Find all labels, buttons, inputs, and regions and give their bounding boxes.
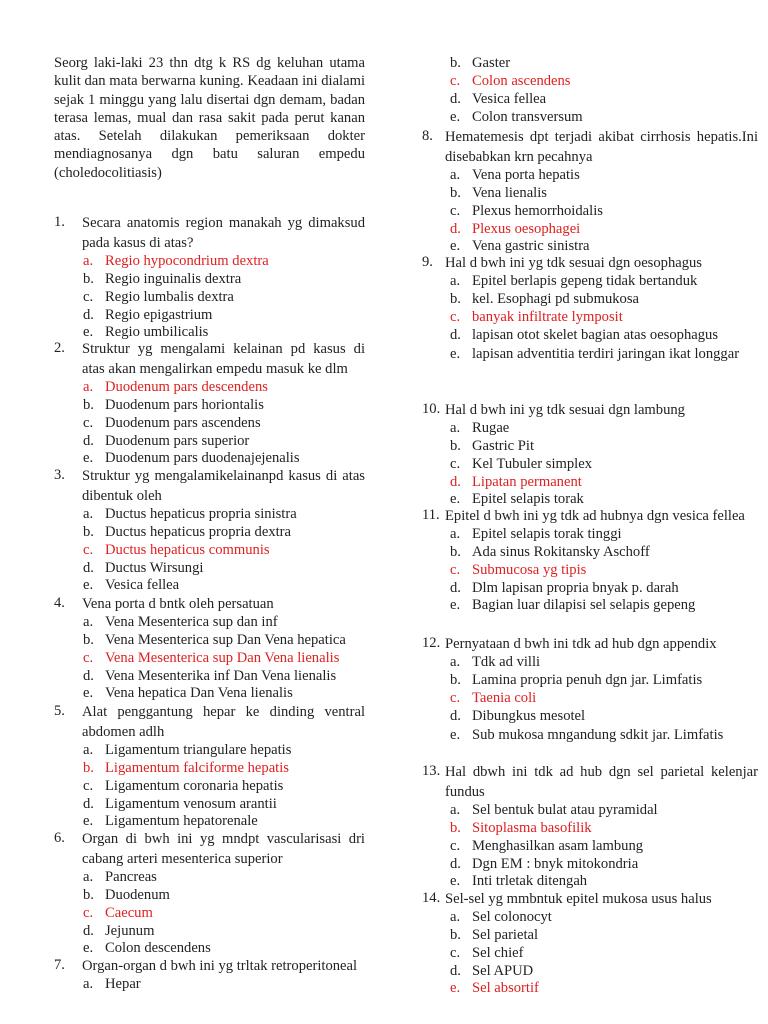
question-text: Epitel d bwh ini yg tdk ad hubnya dgn vesica fellea — [445, 508, 745, 524]
option-d — [422, 474, 758, 492]
option-text: Gaster — [472, 55, 511, 71]
question-text: Hematemesis dpt terjadi akibat cirrhosis hepatis.Ini disebabkan krn pecahnya — [445, 129, 758, 165]
option-e — [422, 725, 758, 745]
question-number: 14. — [422, 890, 441, 906]
question-text: Hal d bwh ini yg tdk sesuai dgn lambung — [445, 402, 685, 418]
option-text: Taenia coli — [472, 689, 537, 706]
option-list — [422, 420, 758, 509]
option-letter: e. — [450, 980, 461, 997]
option-b — [422, 820, 758, 838]
option-letter: d. — [450, 707, 461, 724]
option-text: Epitel berlapis gepeng tidak bertanduk — [472, 273, 698, 289]
option-text: Epitel selapis torak tinggi — [472, 526, 622, 542]
question-stem — [422, 889, 758, 909]
option-a — [422, 526, 758, 544]
question-text: Organ-organ d bwh ini yg trltak retroperitoneal — [82, 958, 358, 974]
option-list — [54, 976, 365, 994]
question-stem — [54, 956, 365, 976]
option-letter: a. — [450, 167, 461, 183]
option-letter: a. — [83, 742, 94, 758]
option-list — [422, 167, 758, 256]
option-letter: c. — [83, 904, 94, 921]
option-list — [422, 654, 758, 745]
option-text: Vena gastric sinistra — [472, 238, 590, 255]
option-letter: c. — [450, 689, 461, 706]
option-letter: b. — [450, 819, 461, 836]
option-text: Ligamentum venosum arantii — [105, 795, 277, 812]
option-text: Rugae — [472, 420, 510, 436]
option-d — [54, 307, 365, 325]
question-stem — [54, 213, 365, 253]
question-stem — [54, 339, 365, 379]
option-letter: c. — [450, 308, 461, 325]
question-2 — [54, 339, 365, 468]
option-b — [422, 544, 758, 562]
option-text: Menghasilkan asam lambung — [472, 837, 644, 854]
question-text: Sel-sel yg mmbntuk epitel mukosa usus halus — [445, 891, 712, 907]
option-list — [54, 379, 365, 468]
option-letter: e. — [83, 940, 94, 957]
question-number: 2. — [54, 340, 65, 356]
option-letter: d. — [83, 559, 94, 576]
option-list — [422, 802, 758, 891]
question-3 — [54, 466, 365, 595]
option-b — [54, 887, 365, 905]
option-letter: b. — [450, 926, 461, 943]
option-c — [422, 309, 758, 327]
option-letter: e. — [450, 108, 461, 125]
option-text: Vena hepatica Dan Vena lienalis — [105, 685, 293, 702]
option-c — [422, 203, 758, 221]
question-text: Struktur yg mengalamikelainanpd kasus di atas dibentuk oleh — [82, 468, 365, 504]
question-number: 6. — [54, 830, 65, 846]
question-6 — [54, 829, 365, 958]
option-text: Sel absortif — [472, 980, 539, 997]
question-number: 12. — [422, 635, 441, 651]
option-d — [422, 327, 758, 345]
option-d — [54, 560, 365, 578]
option-c — [422, 73, 758, 91]
option-text: Dlm lapisan propria bnyak p. darah — [472, 579, 679, 596]
option-text: Ductus hepaticus propria dextra — [105, 523, 292, 540]
option-letter: a. — [83, 869, 94, 885]
option-text: Ligamentum hepatorenale — [105, 813, 258, 830]
option-letter: a. — [450, 526, 461, 542]
option-a — [54, 506, 365, 524]
question-1 — [54, 213, 365, 342]
option-b — [422, 672, 758, 690]
option-letter: b. — [83, 396, 94, 413]
option-letter: c. — [83, 541, 94, 558]
option-list — [422, 55, 758, 126]
option-c — [422, 456, 758, 474]
option-list — [422, 526, 758, 615]
option-letter: a. — [450, 802, 461, 818]
option-text: Bagian luar dilapisi sel selapis gepeng — [472, 597, 696, 614]
question-stem — [422, 400, 758, 420]
option-letter: d. — [83, 922, 94, 939]
option-letter: e. — [83, 813, 94, 830]
option-letter: e. — [450, 873, 461, 890]
question-14 — [422, 889, 758, 998]
option-text: Kel Tubuler simplex — [472, 455, 592, 472]
option-letter: b. — [450, 437, 461, 454]
option-e — [422, 597, 758, 615]
option-text: Caecum — [105, 904, 153, 921]
option-b — [54, 632, 365, 650]
option-a — [422, 654, 758, 672]
question-stem — [422, 634, 758, 654]
question-11 — [422, 506, 758, 615]
option-letter: d. — [83, 667, 94, 684]
option-letter: d. — [450, 962, 461, 979]
option-text: Sel colonocyt — [472, 909, 552, 925]
option-text: Regio lumbalis dextra — [105, 288, 234, 305]
question-number: 8. — [422, 128, 433, 144]
question-text: Struktur yg mengalami kelainan pd kasus di atas akan mengalirkan empedu masuk ke dlm — [82, 341, 365, 377]
option-text: Colon descendens — [105, 940, 211, 957]
option-text: Ligamentum triangulare hepatis — [105, 742, 292, 758]
option-text: Regio umbilicalis — [105, 324, 209, 341]
option-a — [54, 253, 365, 271]
question-text: Secara anatomis region manakah yg dimaksud pada kasus di atas? — [82, 215, 365, 251]
question-text: Alat penggantung hepar ke dinding ventral abdomen adlh — [82, 704, 365, 740]
question-stem — [54, 594, 365, 614]
option-a — [54, 379, 365, 397]
option-c — [54, 905, 365, 923]
option-c — [422, 838, 758, 856]
option-text: Regio inguinalis dextra — [105, 270, 242, 287]
option-letter: c. — [450, 202, 461, 219]
option-text: Ligamentum falciforme hepatis — [105, 759, 289, 776]
question-8 — [422, 127, 758, 256]
option-letter: b. — [83, 759, 94, 776]
option-letter: a. — [83, 976, 94, 992]
option-a — [54, 976, 365, 994]
question-7 — [422, 55, 758, 126]
option-d — [422, 856, 758, 874]
option-list — [422, 909, 758, 998]
option-text: Jejunum — [105, 922, 155, 939]
option-b — [422, 55, 758, 73]
option-letter: d. — [450, 473, 461, 490]
option-text: Duodenum pars superior — [105, 432, 250, 449]
option-text: Duodenum pars horiontalis — [105, 396, 264, 413]
option-text: Vena Mesenterica sup Dan Vena lienalis — [105, 649, 340, 666]
option-text: Tdk ad villi — [472, 654, 541, 670]
option-letter: b. — [450, 55, 461, 71]
option-letter: e. — [83, 450, 94, 467]
option-text: Lipatan permanent — [472, 473, 582, 490]
option-c — [422, 945, 758, 963]
option-letter: d. — [450, 855, 461, 872]
question-4 — [54, 594, 365, 703]
option-text: Duodenum pars ascendens — [105, 414, 261, 431]
option-text: Regio hypocondrium dextra — [105, 253, 269, 269]
option-text: Vena Mesenterica sup Dan Vena hepatica — [105, 631, 346, 648]
option-text: Hepar — [105, 976, 141, 992]
option-text: Plexus hemorrhoidalis — [472, 202, 603, 219]
option-text: Duodenum — [105, 886, 170, 903]
option-text: lapisan otot skelet bagian atas oesophagus — [472, 326, 719, 343]
option-d — [422, 580, 758, 598]
option-b — [54, 524, 365, 542]
question-stem — [422, 762, 758, 802]
question-13 — [422, 762, 758, 891]
option-letter: e. — [83, 324, 94, 341]
option-c — [54, 650, 365, 668]
option-letter: a. — [83, 614, 94, 630]
option-letter: b. — [83, 631, 94, 648]
question-number: 10. — [422, 401, 441, 417]
option-text: Dgn EM : bnyk mitokondria — [472, 855, 639, 872]
option-letter: b. — [450, 184, 461, 201]
question-number: 4. — [54, 595, 65, 611]
option-list — [54, 506, 365, 595]
question-7 — [54, 956, 365, 994]
option-letter: d. — [83, 795, 94, 812]
option-letter: c. — [450, 944, 461, 961]
option-text: Duodenum pars descendens — [105, 379, 268, 395]
option-text: Vena Mesenterika inf Dan Vena lienalis — [105, 667, 337, 684]
question-number: 1. — [54, 214, 65, 230]
question-text: Organ di bwh ini yg mndpt vascularisasi dri cabang arteri mesenterica superior — [82, 831, 365, 867]
option-b — [422, 291, 758, 309]
question-stem — [54, 702, 365, 742]
option-letter: c. — [83, 777, 94, 794]
option-d — [422, 221, 758, 239]
option-text: Sel APUD — [472, 962, 534, 979]
question-number: 3. — [54, 467, 65, 483]
option-b — [422, 185, 758, 203]
option-list — [54, 253, 365, 342]
option-a — [422, 909, 758, 927]
question-number: 7. — [54, 957, 65, 973]
option-letter: c. — [83, 414, 94, 431]
option-b — [54, 271, 365, 289]
option-text: Dibungkus mesotel — [472, 707, 586, 724]
option-b — [54, 760, 365, 778]
option-b — [422, 438, 758, 456]
option-d — [54, 668, 365, 686]
question-9 — [422, 253, 758, 364]
option-letter: c. — [450, 455, 461, 472]
option-b — [54, 397, 365, 415]
option-text: Epitel selapis torak — [472, 491, 584, 508]
option-letter: a. — [450, 420, 461, 436]
option-a — [422, 273, 758, 291]
option-letter: b. — [450, 671, 461, 688]
option-list — [54, 742, 365, 831]
question-text: Vena porta d bntk oleh persatuan — [82, 596, 274, 612]
option-text: Inti trletak ditengah — [472, 873, 588, 890]
option-d — [422, 963, 758, 981]
option-letter: a. — [450, 273, 461, 289]
option-letter: b. — [450, 290, 461, 307]
option-text: Pancreas — [105, 869, 157, 885]
option-text: Regio epigastrium — [105, 306, 213, 323]
option-text: Vesica fellea — [105, 577, 180, 594]
option-list — [422, 273, 758, 364]
question-number: 5. — [54, 703, 65, 719]
question-stem — [422, 506, 758, 526]
option-letter: a. — [83, 379, 94, 395]
option-text: Colon ascendens — [472, 72, 571, 89]
option-text: Ductus Wirsungi — [105, 559, 204, 576]
option-e — [422, 344, 758, 364]
option-e — [422, 109, 758, 127]
question-stem — [54, 466, 365, 506]
option-text: Lamina propria penuh dgn jar. Limfatis — [472, 671, 703, 688]
option-letter: b. — [83, 270, 94, 287]
option-letter: e. — [83, 577, 94, 594]
question-stem — [54, 829, 365, 869]
option-text: Sitoplasma basofilik — [472, 819, 592, 836]
option-a — [54, 614, 365, 632]
question-text: Pernyataan d bwh ini tdk ad hub dgn appendix — [445, 636, 717, 652]
option-list — [54, 869, 365, 958]
option-letter: a. — [83, 506, 94, 522]
option-text: Sub mukosa mngandung sdkit jar. Limfatis — [472, 727, 724, 744]
option-letter: e. — [450, 238, 461, 255]
option-letter: c. — [450, 837, 461, 854]
option-d — [54, 433, 365, 451]
option-letter: a. — [83, 253, 94, 269]
case-intro: Seorg laki-laki 23 thn dtg k RS dg keluhan utama kulit dan mata berwarna kuning. Keadaan ini dialami sejak 1 minggu yang lalu disertai dgn demam, badan terasa lemas, mual dan rasa sakit pada perut kanan atas. Setelah dilakukan pemeriksaan dokter mendiagnosanya dgn batu saluran empedu (choledocolitiasis) — [54, 55, 365, 181]
option-text: Sel bentuk bulat atau pyramidal — [472, 802, 658, 818]
option-letter: b. — [83, 886, 94, 903]
option-c — [54, 289, 365, 307]
option-a — [54, 869, 365, 887]
option-d — [422, 91, 758, 109]
option-text: Submucosa yg tipis — [472, 561, 587, 578]
option-d — [54, 923, 365, 941]
question-text: Hal d bwh ini yg tdk sesuai dgn oesophagus — [445, 255, 702, 271]
option-letter: d. — [450, 90, 461, 107]
option-text: Ductus hepaticus communis — [105, 541, 270, 558]
option-c — [422, 690, 758, 708]
option-a — [422, 167, 758, 185]
option-letter: b. — [83, 523, 94, 540]
option-letter: d. — [450, 220, 461, 237]
option-text: lapisan adventitia terdiri jaringan ikat longgar — [472, 346, 740, 363]
option-letter: a. — [450, 654, 461, 670]
option-letter: e. — [450, 491, 461, 508]
option-c — [54, 415, 365, 433]
option-text: Colon transversum — [472, 108, 583, 125]
option-letter: e. — [450, 346, 461, 363]
question-number: 9. — [422, 254, 433, 270]
option-text: kel. Esophagi pd submukosa — [472, 290, 640, 307]
option-e — [54, 685, 365, 703]
option-letter: e. — [83, 685, 94, 702]
option-c — [54, 778, 365, 796]
option-a — [422, 802, 758, 820]
option-letter: e. — [450, 727, 461, 744]
option-text: Ada sinus Rokitansky Aschoff — [472, 543, 650, 560]
question-number: 13. — [422, 763, 441, 779]
option-c — [54, 542, 365, 560]
option-c — [422, 562, 758, 580]
option-text: Vena porta hepatis — [472, 167, 580, 183]
option-text: Ductus hepaticus propria sinistra — [105, 506, 297, 522]
option-letter: d. — [83, 306, 94, 323]
option-letter: c. — [83, 649, 94, 666]
question-10 — [422, 400, 758, 509]
option-e — [54, 577, 365, 595]
option-a — [54, 742, 365, 760]
option-text: Vesica fellea — [472, 90, 547, 107]
question-12 — [422, 634, 758, 745]
option-text: Sel chief — [472, 944, 524, 961]
option-d — [422, 708, 758, 726]
option-letter: c. — [450, 561, 461, 578]
option-text: Ligamentum coronaria hepatis — [105, 777, 284, 794]
option-letter: c. — [83, 288, 94, 305]
question-stem — [422, 127, 758, 167]
question-text: Hal dbwh ini tdk ad hub dgn sel parietal kelenjar fundus — [445, 764, 758, 800]
option-a — [422, 420, 758, 438]
option-letter: a. — [450, 909, 461, 925]
question-stem — [422, 253, 758, 273]
option-text: Vena Mesenterica sup dan inf — [105, 614, 278, 630]
option-d — [54, 796, 365, 814]
option-text: Sel parietal — [472, 926, 539, 943]
option-letter: b. — [450, 543, 461, 560]
option-letter: d. — [450, 326, 461, 343]
option-letter: d. — [83, 432, 94, 449]
option-text: Vena lienalis — [472, 184, 547, 201]
option-letter: c. — [450, 72, 461, 89]
question-number: 11. — [422, 507, 440, 523]
option-letter: e. — [450, 597, 461, 614]
question-5 — [54, 702, 365, 831]
option-letter: d. — [450, 579, 461, 596]
option-e — [422, 980, 758, 998]
option-b — [422, 927, 758, 945]
option-text: banyak infiltrate lymposit — [472, 308, 623, 325]
option-text: Duodenum pars duodenajejenalis — [105, 450, 300, 467]
option-list — [54, 614, 365, 703]
option-text: Gastric Pit — [472, 437, 535, 454]
option-text: Plexus oesophagei — [472, 220, 581, 237]
